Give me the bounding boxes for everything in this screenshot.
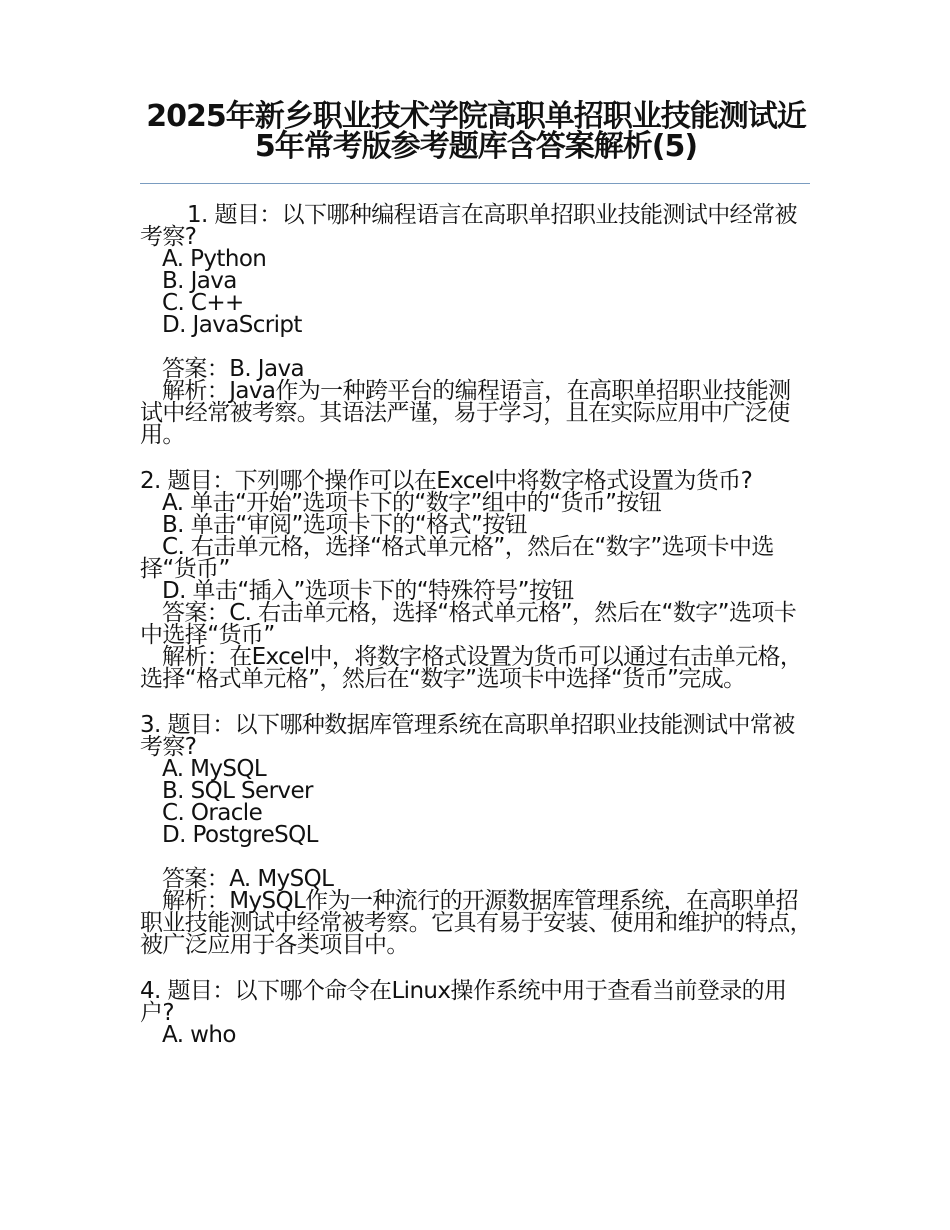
option-c: C. Oracle bbox=[162, 800, 263, 826]
option-c: C. 右击单元格，选择“格式单元格”，然后在“数字”选项卡中选择“货币” bbox=[140, 534, 774, 582]
option-c: C. C++ bbox=[162, 290, 244, 316]
option-b: B. SQL Server bbox=[162, 778, 313, 804]
question-1 bbox=[140, 204, 812, 446]
option-a: A. MySQL bbox=[162, 756, 267, 782]
explanation: 解析：MySQL作为一种流行的开源数据库管理系统，在高职单招职业技能测试中经常被考察。它具有易于安装、使用和维护的特点，被广泛应用于各类项目中。 bbox=[140, 888, 813, 958]
option-b: B. Java bbox=[162, 268, 237, 294]
answer: 答案：B. Java bbox=[162, 356, 304, 382]
question-2 bbox=[140, 470, 812, 690]
answer: 答案：C. 右击单元格，选择“格式单元格”，然后在“数字”选项卡中选择“货币” bbox=[140, 600, 797, 648]
option-d: D. JavaScript bbox=[162, 312, 302, 338]
document-title: 2025年新乡职业技术学院高职单招职业技能测试近5年常考版参考题库含答案解析(5) bbox=[146, 99, 806, 164]
option-d: D. 单击“插入”选项卡下的“特殊符号”按钮 bbox=[162, 578, 574, 604]
question-stem: 2. 题目：下列哪个操作可以在Excel中将数字格式设置为货币? bbox=[140, 468, 753, 494]
option-a: A. who bbox=[162, 1022, 236, 1048]
explanation: 解析：在Excel中，将数字格式设置为货币可以通过右击单元格，选择“格式单元格”，然后在“数字”选项卡中选择“货币”完成。 bbox=[140, 644, 803, 692]
question-4 bbox=[140, 980, 812, 1046]
title-divider bbox=[140, 183, 810, 184]
question-stem: 3. 题目：以下哪种数据库管理系统在高职单招职业技能测试中常被考察? bbox=[140, 712, 795, 760]
option-a: A. Python bbox=[162, 246, 267, 272]
question-stem: 1. 题目：以下哪种编程语言在高职单招职业技能测试中经常被考察? bbox=[140, 202, 797, 250]
question-stem: 4. 题目：以下哪个命令在Linux操作系统中用于查看当前登录的用户? bbox=[140, 978, 787, 1026]
document-body bbox=[140, 204, 812, 1070]
answer: 答案：A. MySQL bbox=[162, 866, 334, 892]
option-d: D. PostgreSQL bbox=[162, 822, 318, 848]
question-3 bbox=[140, 714, 812, 956]
option-a: A. 单击“开始”选项卡下的“数字”组中的“货币”按钮 bbox=[162, 490, 662, 516]
explanation: 解析：Java作为一种跨平台的编程语言，在高职单招职业技能测试中经常被考察。其语法严谨，易于学习，且在实际应用中广泛使用。 bbox=[140, 378, 791, 448]
option-b: B. 单击“审阅”选项卡下的“格式”按钮 bbox=[162, 512, 528, 538]
